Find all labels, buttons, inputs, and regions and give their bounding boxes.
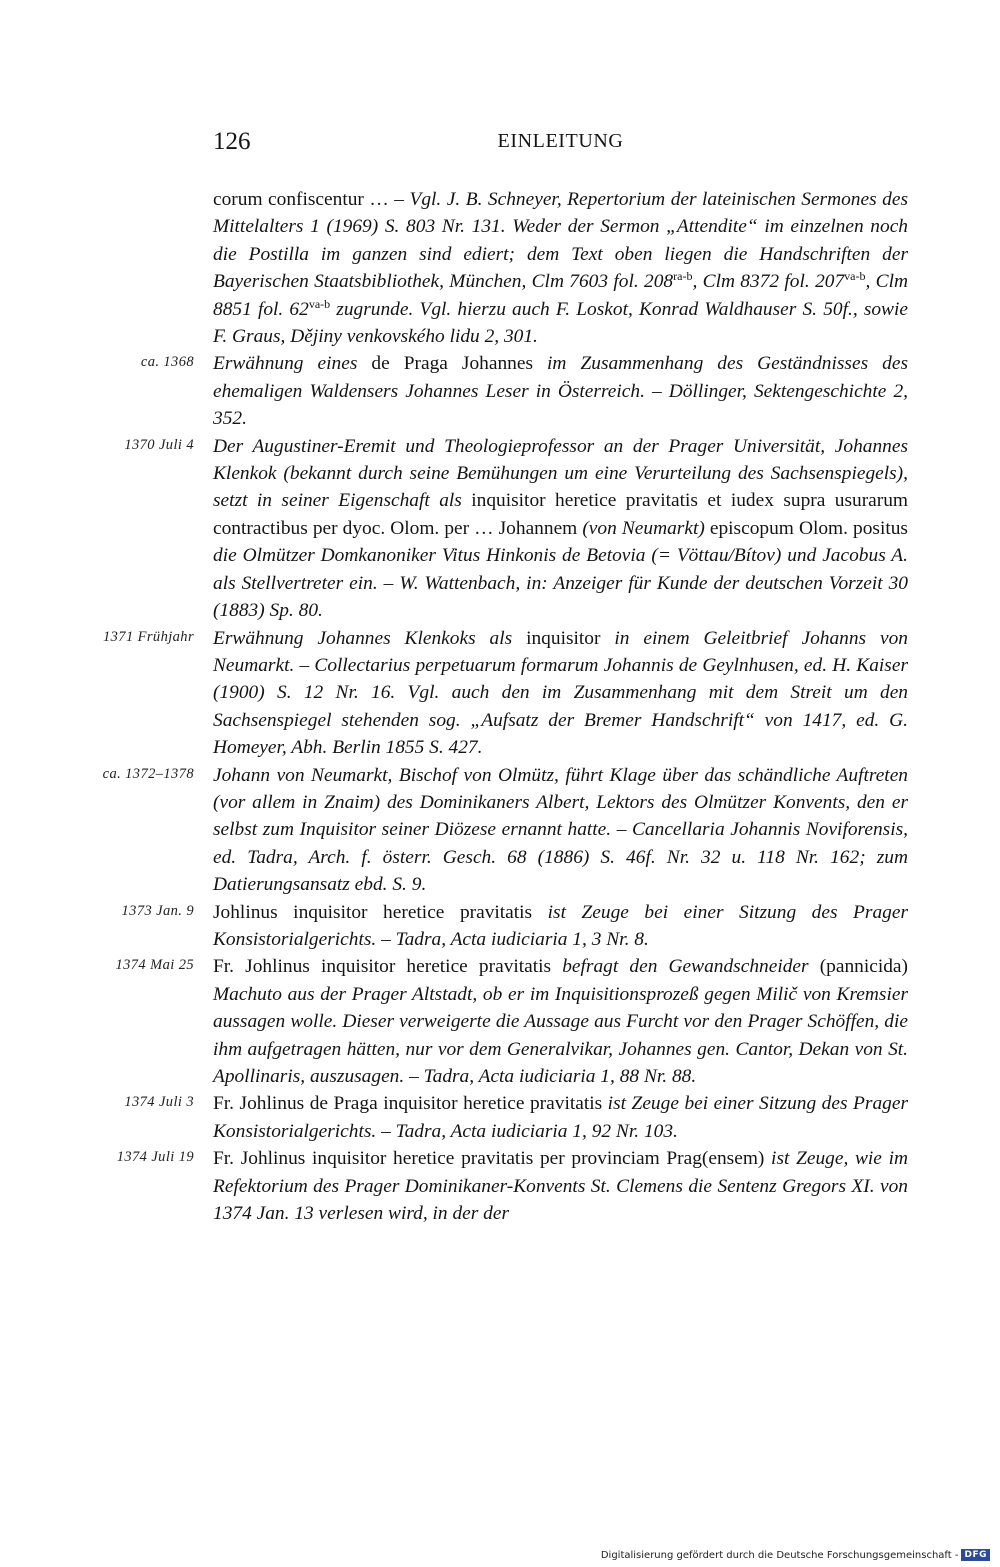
- text-segment: Johlinus inquisitor heretice pravitatis: [213, 901, 533, 923]
- text-segment: die Olmützer Domkanoniker Vitus Hinkonis de Betovia (= Vöttau/Bítov) und Jacobus A. als Stellvertreter ein. – W. Wattenbach, in: Anzeiger für Kunde der deutschen Vorzeit 30 (1883) Sp. 80.: [213, 545, 908, 622]
- text-segment: ist Zeuge bei einer Sitzung des Prager Konsistorialgerichts. – Tadra, Acta iudiciaria 1, 3 Nr. 8.: [213, 901, 908, 950]
- entry-text: [213, 1145, 908, 1227]
- entry-text: [213, 350, 908, 432]
- chronology-entry: [0, 1090, 1000, 1145]
- folio-superscript: ra-b: [673, 269, 693, 284]
- text-segment: im Zusammenhang des Geständnisses des ehemaligen Waldensers Johannes Leser in Österreich. – Döllinger, Sektengeschichte 2, 352.: [213, 353, 909, 430]
- text-segment: Der Augustiner-Eremit und Theologieprofessor an der Prager Universität, Johannes Klenkok (bekannt durch seine Bemühungen um eine Verurteilung des Sachsenspiegels), setzt in seiner Eigenschaft als: [213, 435, 908, 512]
- text-segment: Machuto aus der Prager Altstadt, ob er im Inquisitionsprozeß gegen Milič von Kremsier aussagen wolle. Dieser verweigerte die Aussage aus Furcht vor den Prager Schöffen, die ihm aufgetragen hätten, nur vor dem Generalvikar, Johannes gen. Cantor, Dekan von St. Apollinaris, auszusagen. – Tadra, Acta iudiciaria 1, 88 Nr. 88.: [213, 983, 908, 1087]
- text-segment: inquisitor: [526, 627, 601, 649]
- entry-list: [0, 186, 1000, 1227]
- chronology-entry: [0, 1145, 1000, 1227]
- text-segment: Fr. Johlinus de Praga inquisitor heretice pravitatis: [213, 1093, 603, 1115]
- text-segment: Vgl. J. B. Schneyer, Repertorium der lateinischen Sermones des Mittelalters 1 (1969) S. 803 Nr. 131. Weder der Sermon „Attendite“ im einzelnen noch die Postilla im ganzen sind ediert; dem Text oben liegen die Handschriften der Bayerischen Staatsbibliothek, München, Clm 7603 fol. 208: [213, 189, 908, 293]
- entry-date: 1371 Frühjahr: [103, 628, 194, 645]
- text-segment: episcopum Olom. positus: [709, 517, 908, 539]
- entry-text: [213, 1090, 908, 1145]
- text-segment: ist Zeuge bei einer Sitzung des Prager Konsistorialgerichts. – Tadra, Acta iudiciaria 1, 92 Nr. 103.: [213, 1093, 908, 1142]
- text-segment: Fr. Johlinus inquisitor heretice pravitatis per provinciam Prag(ensem): [213, 1148, 765, 1170]
- text-segment: , Clm 8851 fol. 62: [213, 271, 908, 320]
- chronology-entry: [0, 625, 1000, 762]
- entry-date: ca. 1372–1378: [102, 765, 194, 782]
- entry-text: [213, 899, 908, 954]
- chronology-entry: [0, 433, 1000, 625]
- entry-date: 1374 Juli 3: [124, 1094, 194, 1111]
- page-header: [213, 128, 908, 164]
- entry-text: [213, 433, 908, 625]
- chronology-entry: [0, 186, 1000, 350]
- entry-date: ca. 1368: [140, 354, 194, 371]
- entry-date: 1373 Jan. 9: [121, 902, 194, 919]
- chronology-entry: [0, 899, 1000, 954]
- text-segment: in einem Geleitbrief Johanns von Neumarkt. – Collectarius perpetuarum formarum Johannis de Geylnhusen, ed. H. Kaiser (1900) S. 12 Nr. 16. Vgl. auch den im Zusammenhang mit dem Streit um den Sachsenspiegel stehenden sog. „Aufsatz der Bremer Handschrift“ von 1417, ed. G. Homeyer, Abh. Berlin 1855 S. 427.: [213, 627, 909, 759]
- text-segment: befragt den Gewandschneider: [551, 956, 820, 978]
- entry-date: 1374 Mai 25: [115, 957, 194, 974]
- text-segment: , Clm 8372 fol. 207: [692, 271, 845, 293]
- text-segment: Erwähnung eines: [213, 353, 372, 375]
- digitization-credit: [601, 1549, 990, 1561]
- entry-date: 1370 Juli 4: [124, 436, 194, 453]
- running-head: EINLEITUNG: [497, 130, 624, 152]
- text-segment: Erwähnung Johannes Klenkoks als: [213, 627, 527, 649]
- entry-text: [213, 186, 908, 350]
- text-segment: (von Neumarkt): [577, 517, 710, 539]
- folio-superscript: va-b: [308, 296, 331, 311]
- page-number: 126: [213, 128, 251, 155]
- entry-text: [213, 762, 908, 899]
- text-segment: de Praga Johannes: [371, 353, 534, 375]
- text-segment: zugrunde. Vgl. hierzu auch F. Loskot, Konrad Waldhauser S. 50f., sowie F. Graus, Dějiny venkovského lidu 2, 301.: [213, 298, 908, 348]
- text-segment: corum confiscentur … –: [213, 189, 410, 210]
- text-segment: Johann von Neumarkt, Bischof von Olmütz, führt Klage über das schändliche Auftreten (vor allem in Znaim) des Dominikaners Albert, Lektors des Olmützer Konvents, den er selbst zum Inquisitor seiner Diözese ernannt hatte. – Cancellaria Johannis Noviforensis, ed. Tadra, Arch. f. österr. Gesch. 68 (1886) S. 46f. Nr. 32 u. 118 Nr. 162; zum Datierungsansatz ebd. S. 9.: [213, 764, 908, 896]
- text-segment: ist Zeuge, wie im Refektorium des Prager Dominikaner-Konvents St. Clemens die Sentenz Gregors XI. von 1374 Jan. 13 verlesen wird, in der der: [213, 1148, 908, 1225]
- chronology-entry: [0, 953, 1000, 1090]
- text-segment: Fr. Johlinus inquisitor heretice pravitatis: [213, 956, 552, 978]
- text-segment: (pannicida): [819, 956, 908, 978]
- chronology-entry: [0, 350, 1000, 432]
- chronology-entry: [0, 762, 1000, 899]
- text-segment: inquisitor heretice pravitatis et iudex supra usurarum contractibus per dyoc. Olom. per … Johannem: [213, 490, 908, 539]
- folio-superscript: va-b: [844, 269, 866, 284]
- entry-text: [213, 625, 908, 762]
- entry-date: 1374 Juli 19: [116, 1149, 194, 1166]
- dfg-logo-icon: DFG: [961, 1549, 990, 1561]
- credit-text: Digitalisierung gefördert durch die Deutsche Forschungsgemeinschaft -: [600, 1549, 959, 1561]
- entry-text: [213, 953, 908, 1090]
